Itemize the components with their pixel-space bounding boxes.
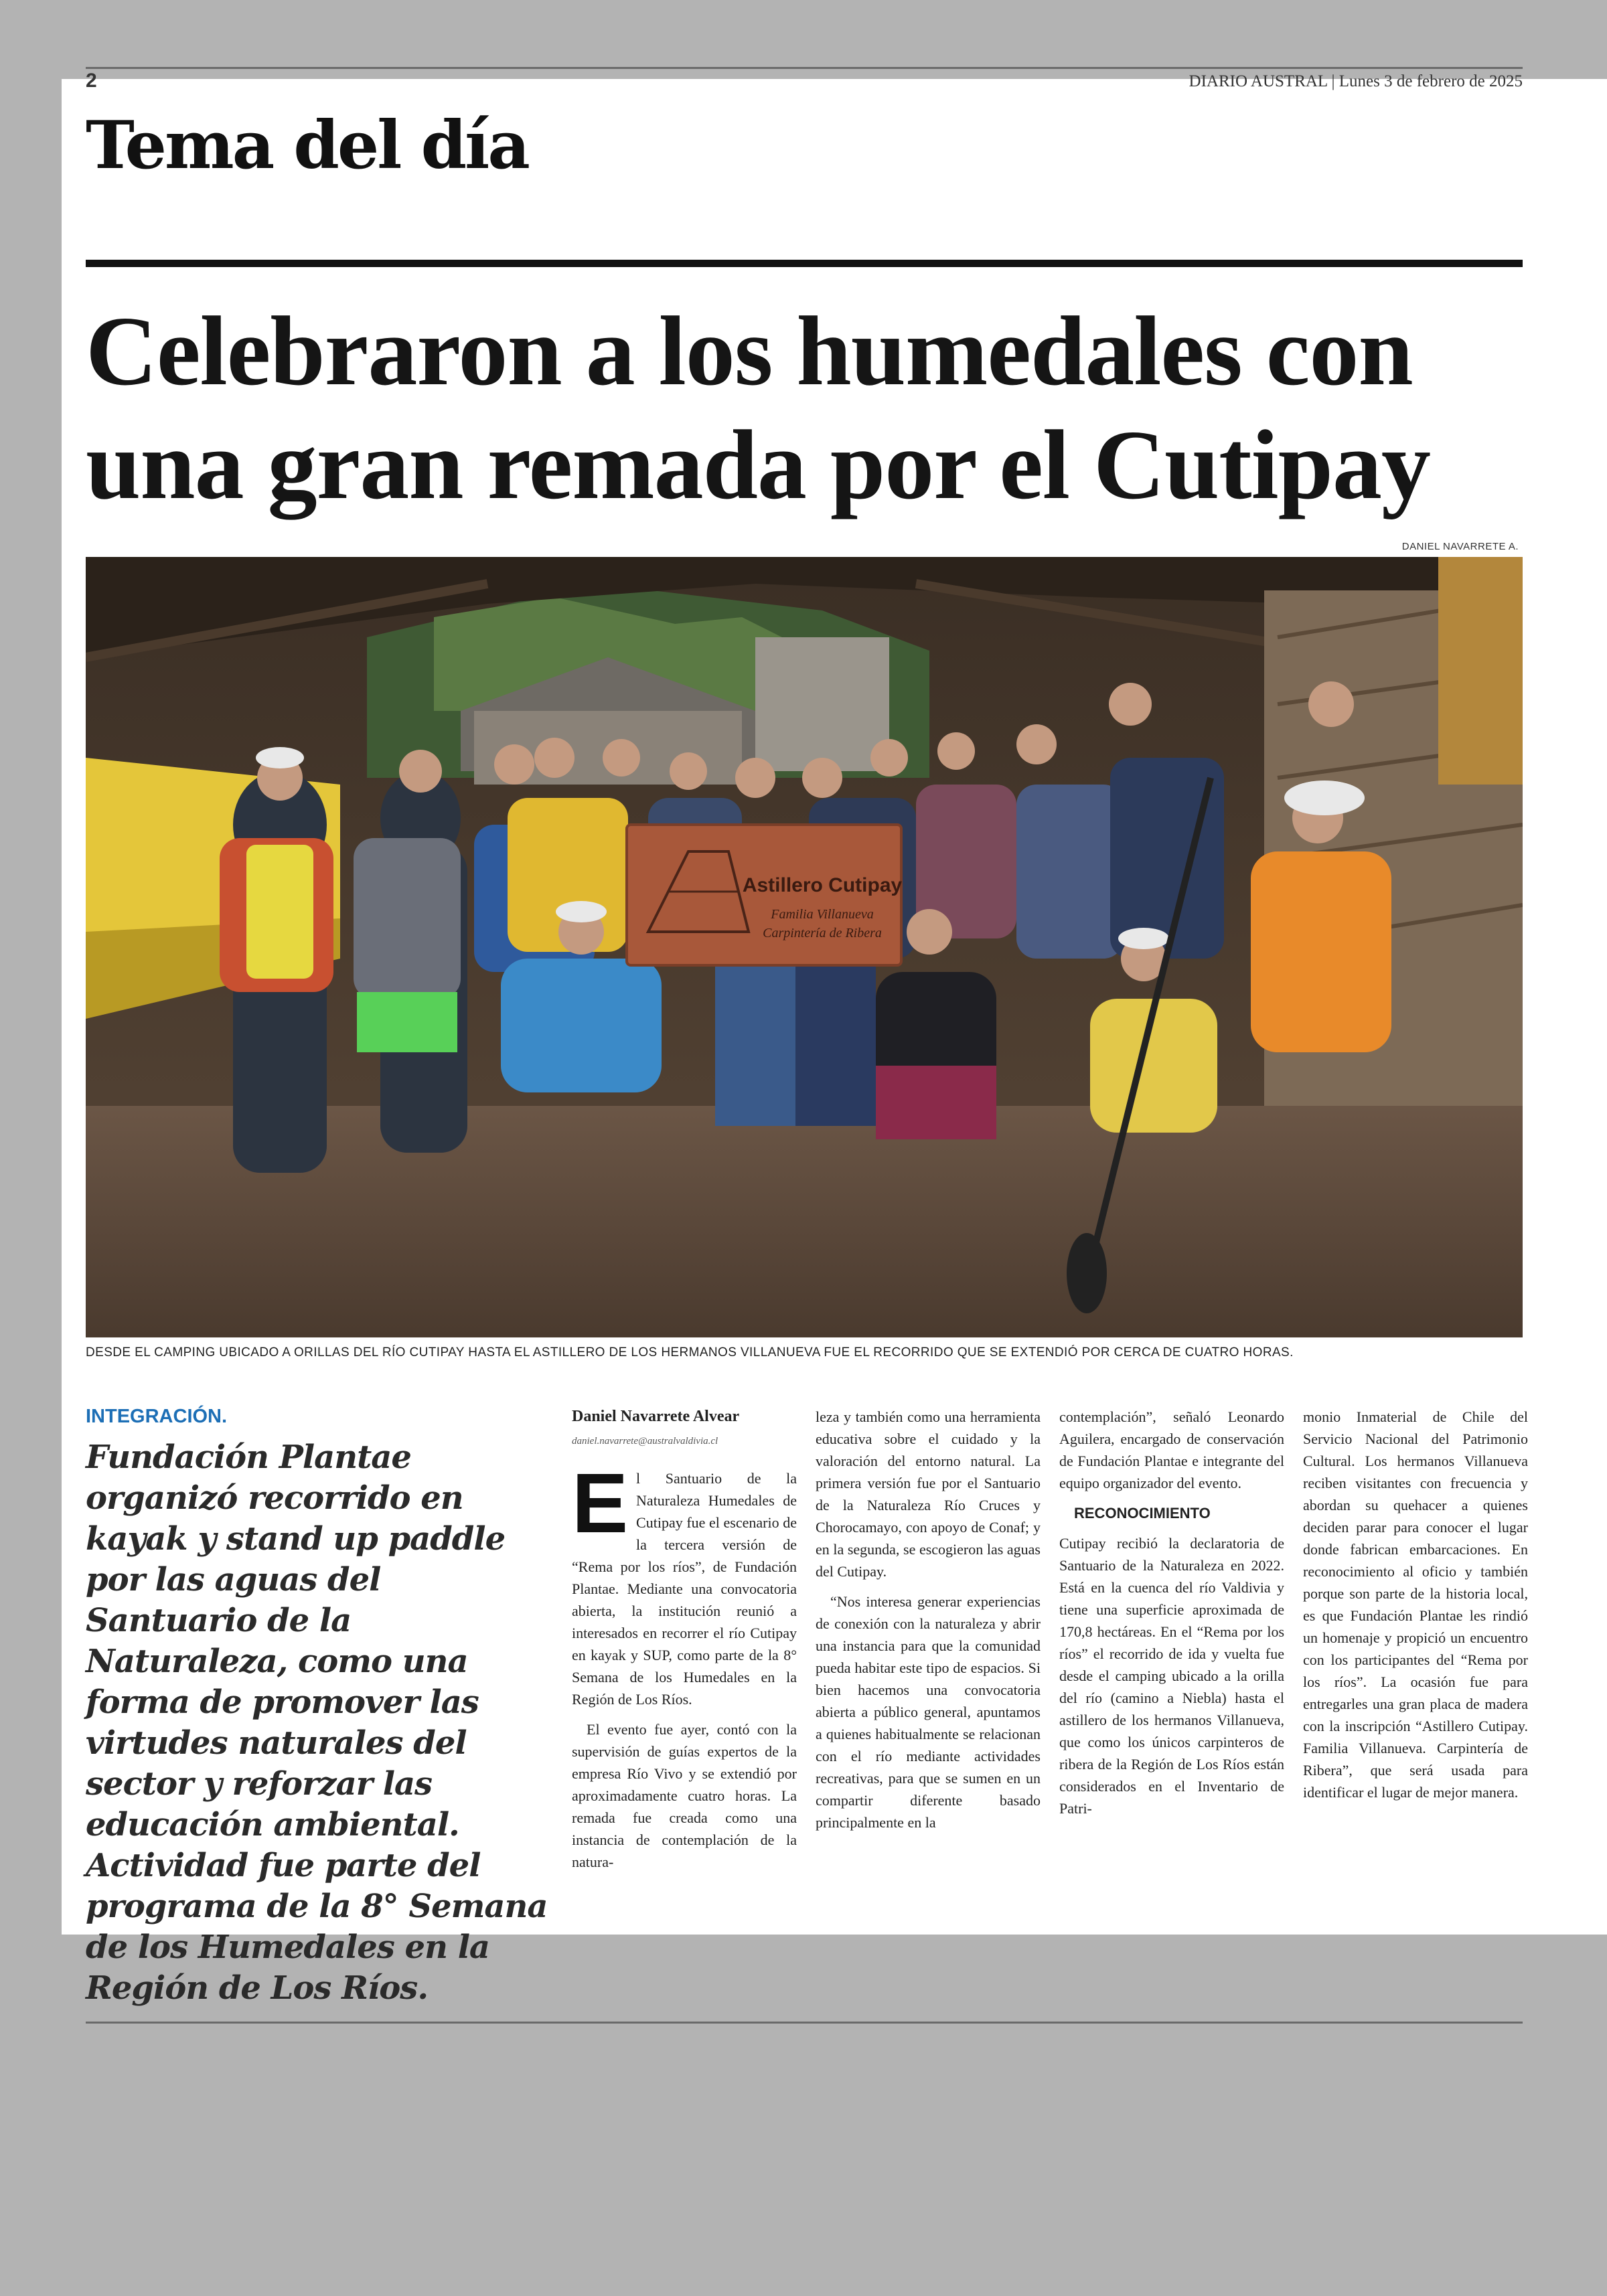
body-paragraph: contemplación”, señaló Leonardo Aguilera, encargado de conservación de Fundación Plantae e integrante del equipo organizador del evento. [1059, 1408, 1284, 1491]
body-paragraph: Cutipay recibió la declaratoria de Santuario de la Naturaleza en 2022. Está en la cuenca del río Valdivia y tiene una superficie aproximada de 170,8 hectáreas. En el “Rema por los ríos” el recorrido de ida y vuelta fue desde el camping ubicado a la orilla del río (camino a Niebla) hasta el astillero de los hermanos Villanueva, que como los únicos carpinteros de ribera de la Región de Los Ríos están considerados en el Inventario de Patri- [1059, 1535, 1284, 1817]
top-rule [86, 67, 1523, 69]
byline-email: daniel.navarrete@australvaldivia.cl [572, 1436, 718, 1447]
body-column-2 [816, 1406, 1041, 1841]
photo-sign-line3: Carpintería de Ribera [763, 926, 882, 940]
byline: Daniel Navarrete Alvear [572, 1408, 740, 1425]
photo-sign-title: Astillero Cutipay [742, 874, 903, 896]
photo-caption: DESDE EL CAMPING UBICADO A ORILLAS DEL RÍO CUTIPAY HASTA EL ASTILLERO DE LOS HERMANOS VILLANUEVA FUE EL RECORRIDO QUE SE EXTENDIÓ POR CERCA DE CUATRO HORAS. [86, 1345, 1294, 1360]
lede-column [86, 1406, 554, 2009]
body-column-1 [572, 1406, 797, 1881]
folio [1189, 72, 1523, 91]
publication-date: Lunes 3 de febrero de 2025 [1338, 72, 1523, 90]
kicker: INTEGRACIÓN. [86, 1406, 228, 1427]
folio-separator: | [1331, 72, 1339, 90]
section-title: Tema del día [86, 107, 528, 184]
photo-illustration [86, 557, 1523, 1337]
section-rule [86, 260, 1523, 267]
body-column-4 [1303, 1406, 1528, 1811]
bottom-rule [86, 2022, 1523, 2024]
body-column-3 [1059, 1406, 1284, 1827]
page-number: 2 [86, 70, 97, 92]
body-paragraph: l Santuario de la Naturaleza Humedales de Cutipay fue el escenario de la tercera versión de “Rema por los ríos”, de Fundación Plantae. Mediante una convocatoria abierta, la institución reunió a interesados en recorrer el río Cutipay en kayak y SUP, como parte de la 8° Semana de los Humedales en la Región de Los Ríos. [572, 1470, 797, 1708]
body-paragraph: “Nos interesa generar experiencias de conexión con la naturaleza y abrir una instancia para que la comunidad pueda habitar este tipo de espacios. Si bien hacemos una convocatoria abierta a público general, apuntamos a quienes habitualmente se relacionan con el río mediante actividades recreativas, para que se sumen en un compartir diferente basado principalmente en la [816, 1593, 1041, 1831]
publication-name: DIARIO AUSTRAL [1189, 72, 1328, 90]
body-paragraph: leza y también como una herramienta educativa sobre el cuidado y la valoración del entorno natural. La primera versión fue por el Santuario de la Naturaleza Río Cruces y Chorocamayo, con apoyo de Conaf; y en la segunda, se escogieron las aguas del Cutipay. [816, 1408, 1041, 1580]
headline-line-1: Celebraron a los humedales con [86, 297, 1413, 406]
photo-wooden-sign [627, 825, 903, 965]
article-photo [86, 557, 1523, 1337]
headline [86, 295, 1532, 522]
body-paragraph: monio Inmaterial de Chile del Servicio Nacional del Patrimonio Cultural. Los hermanos Villanueva reciben visitantes con frecuencia y abordan su quehacer a quienes deciden parar para conocer el lugar donde fabrican embarcaciones. En reconocimiento al oficio y también porque son parte de la historia local, es que Fundación Plantae les rindió un homenaje y propició un encuentro con los participantes del “Rema por los ríos”. La ocasión fue para entregarles una gran placa de madera con la inscripción “Astillero Cutipay. Familia Villanueva. Carpintería de Ribera”, que será usada para identificar el lugar de mejor manera. [1303, 1408, 1528, 1801]
photo-credit: DANIEL NAVARRETE A. [1401, 541, 1519, 552]
subhead: RECONOCIMIENTO [1074, 1505, 1211, 1522]
body-paragraph: El evento fue ayer, contó con la supervisión de guías expertos de la empresa Río Vivo y se extendió por aproximadamente cuatro horas. La remada fue creada como una instancia de contemplación de la natura- [572, 1721, 797, 1870]
lede: Fundación Plantae organizó recorrido en kayak y stand up paddle por las aguas del Santuario de la Naturaleza, como una forma de promover las virtudes naturales del sector y reforzar las educación ambiental. Actividad fue parte del programa de la 8° Semana de los Humedales en la Región de Los Ríos. [86, 1439, 548, 2007]
headline-line-2: una gran remada por el Cutipay [86, 410, 1430, 520]
dropcap: E [572, 1456, 629, 1550]
first-paragraph [572, 1456, 797, 1710]
photo-sign-line2: Familia Villanueva [771, 907, 874, 922]
